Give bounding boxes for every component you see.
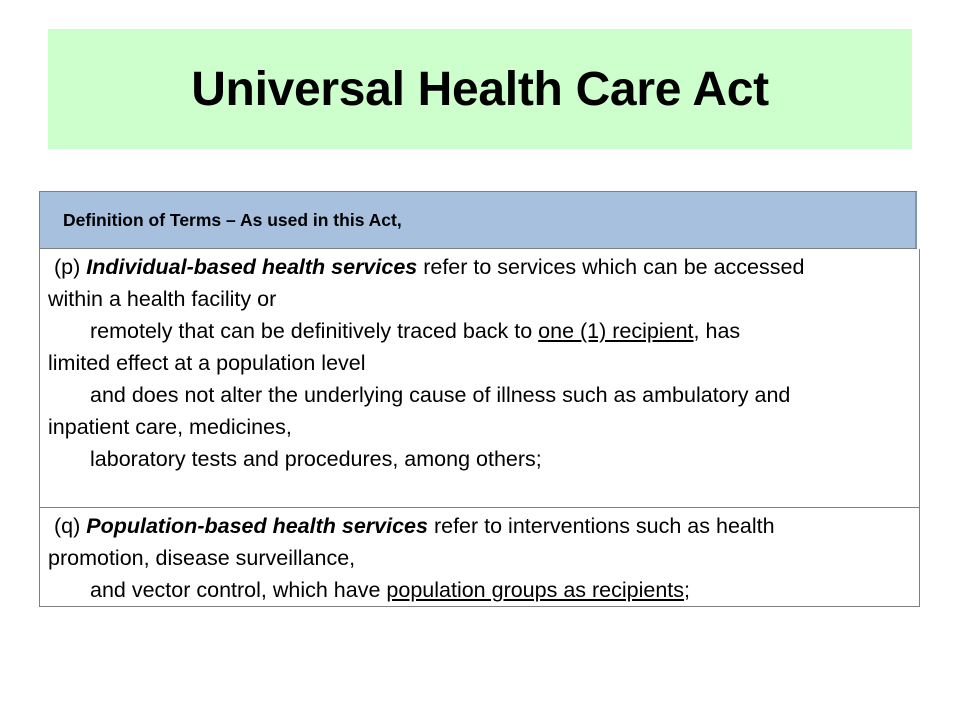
definition-q-line-2: promotion, disease surveillance, — [48, 546, 356, 570]
definition-p-line3-start: remotely that can be definitively traced back to — [90, 319, 533, 343]
definition-p-prefix: (p) — [53, 255, 81, 279]
definition-q-term: Population-based health services — [86, 514, 428, 538]
definition-p-line-4: limited effect at a population level — [48, 351, 366, 375]
table-header: Definition of Terms – As used in this Act, — [40, 192, 920, 249]
title-banner — [48, 29, 912, 149]
definitions-table — [39, 191, 921, 607]
definition-p-line3-end: , has — [693, 319, 741, 343]
definition-q-line3-end: ; — [684, 578, 690, 602]
definition-q — [40, 508, 920, 607]
definition-p-line-2: within a health facility or — [48, 287, 277, 311]
definition-p-line-7: laboratory tests and procedures, among others; — [90, 447, 542, 471]
definition-q-line-3 — [48, 574, 911, 606]
definition-q-prefix: (q) — [53, 514, 81, 538]
definition-q-line-1 — [48, 510, 911, 542]
definition-q-line3-start: and vector control, which have — [90, 578, 381, 602]
definition-p-line-3 — [48, 315, 911, 347]
definition-q-underlined: population groups as recipients — [386, 578, 685, 602]
definition-q-line1-rest: refer to interventions such as health — [433, 514, 775, 538]
table-row — [40, 249, 920, 508]
slide-title: Universal Health Care Act — [191, 62, 769, 116]
definition-p-underlined: one (1) recipient — [538, 319, 694, 343]
definition-p-line-6: inpatient care, medicines, — [48, 415, 292, 439]
definition-p-line1-rest: refer to services which can be accessed — [423, 255, 805, 279]
definition-p-line-1 — [48, 251, 911, 283]
definition-p — [40, 249, 920, 508]
definition-p-term: Individual-based health services — [86, 255, 418, 279]
definition-p-line-5: and does not alter the underlying cause of illness such as ambulatory and — [90, 383, 791, 407]
table-header-row — [40, 192, 920, 249]
table-row — [40, 508, 920, 607]
